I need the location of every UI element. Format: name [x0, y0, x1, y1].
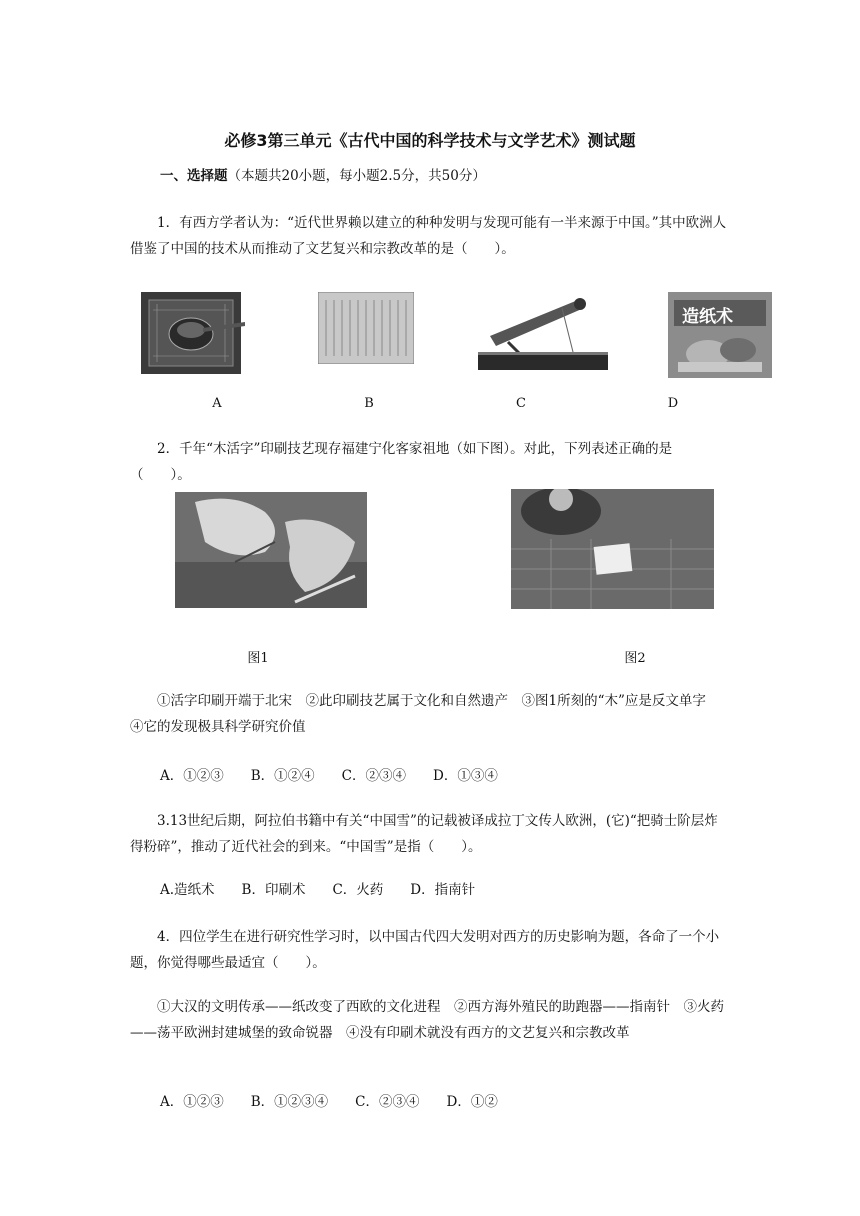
- question-2-options: A．①②③ B．①②④ C．②③④ D．①③④: [160, 768, 498, 784]
- papermaking-image-text: 造纸术: [682, 307, 733, 327]
- image-label-a: A: [212, 396, 222, 411]
- image-label-d: D: [667, 396, 679, 411]
- page-title: 必修3第三单元《古代中国的科学技术与文学艺术》测试题: [224, 131, 636, 150]
- question-3-text: 3.13世纪后期，阿拉伯书籍中有关“中国雪”的记载被译成拉丁文传人欧洲，(它)“把骑士阶层炸得粉碎”，推动了近代社会的到来。“中国雪”是指（ ）。: [130, 813, 718, 855]
- compass-image: [137, 290, 247, 378]
- papermaking-image: [668, 292, 772, 378]
- figure-1-caption: 图1: [247, 651, 269, 666]
- question-2-statements: ①活字印刷开端于北宋 ②此印刷技艺属于文化和自然遗产 ③图1所刻的“木”应是反文单字 ④它的发现极具科学研究价值: [130, 693, 720, 735]
- section-heading: [160, 164, 486, 184]
- section-heading-label: 一、选择题: [160, 168, 228, 184]
- section-heading-note: （本题共20小题，每小题2.5分，共50分）: [227, 168, 486, 184]
- question-2-text: 2．千年“木活字”印刷技艺现存福建宁化客家祖地（如下图）。对此，下列表述正确的是（ ）。: [130, 441, 673, 483]
- question-3-options: A.造纸术 B．印刷术 C．火药 D．指南针: [160, 882, 476, 898]
- figure-2-caption: 图2: [624, 651, 646, 666]
- figure-2-photo: [511, 489, 714, 609]
- printed-page-image: [318, 292, 414, 364]
- question-1-text: 1．有西方学者认为：“近代世界赖以建立的种种发明与发现可能有一半来源于中国。”其中欧洲人借鉴了中国的技术从而推动了文艺复兴和宗教改革的是（ ）。: [130, 215, 727, 257]
- figure-1-photo: [175, 492, 367, 608]
- image-label-c: C: [516, 396, 526, 411]
- cannon-image: [478, 292, 608, 374]
- question-4-text: 4．四位学生在进行研究性学习时，以中国古代四大发明对西方的历史影响为题，各命了一个小题，你觉得哪些最适宜（ ）。: [130, 929, 720, 971]
- question-4-statements: ①大汉的文明传承——纸改变了西欧的文化进程 ②西方海外殖民的助跑器——指南针 ③火药——荡平欧洲封建城堡的致命锐器 ④没有印刷术就没有西方的文艺复兴和宗教改革: [130, 999, 724, 1041]
- question-4-options: A．①②③ B．①②③④ C．②③④ D．①②: [160, 1094, 498, 1110]
- image-label-b: B: [364, 396, 374, 411]
